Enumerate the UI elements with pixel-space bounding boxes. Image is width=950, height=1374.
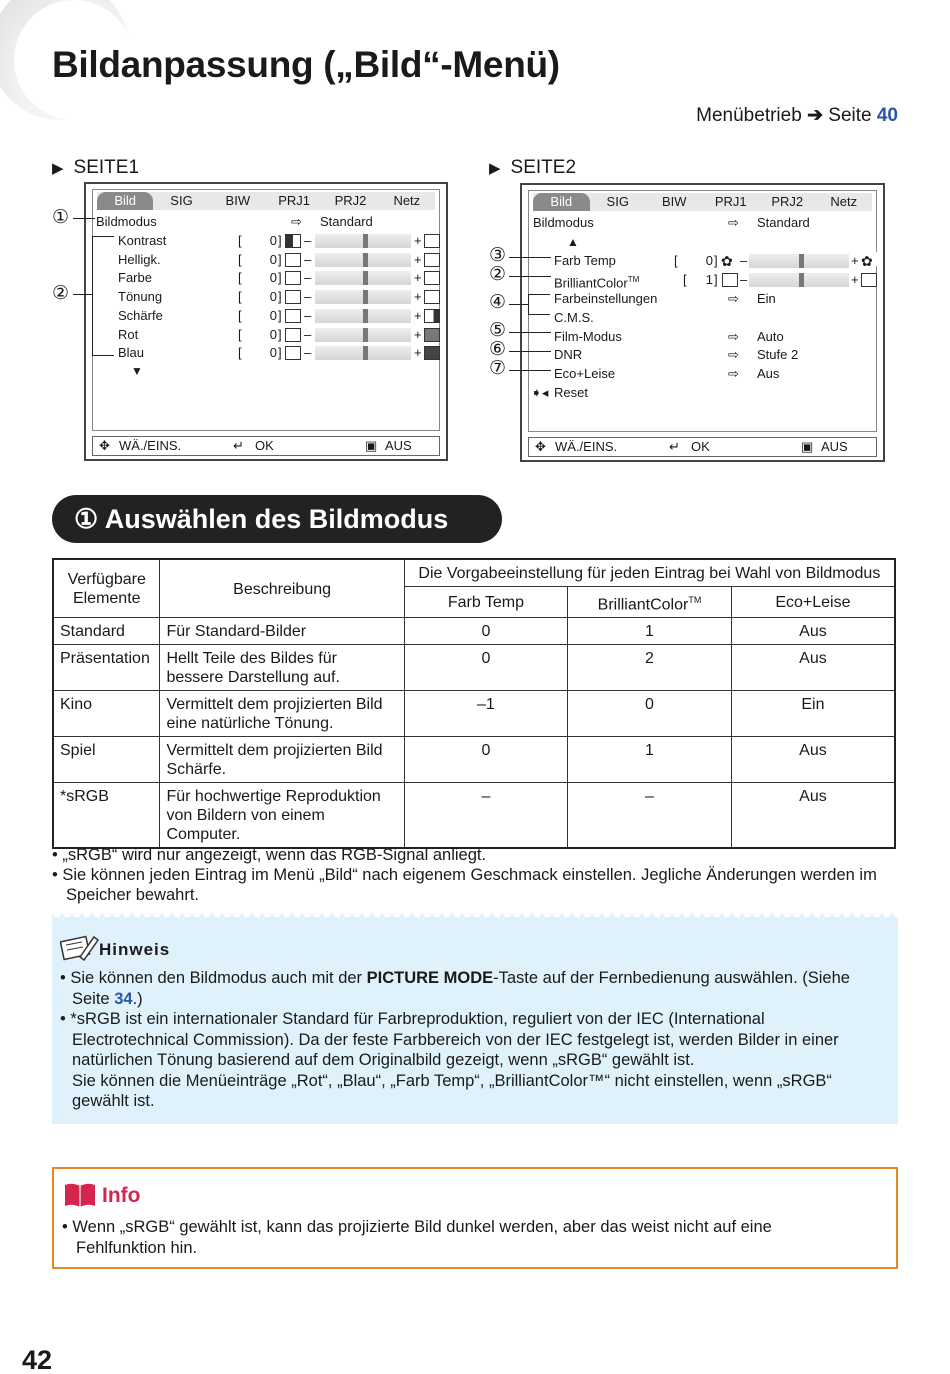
color-temp-icon: ✿ [721, 252, 737, 266]
bracket-close: ] [278, 326, 282, 342]
menu-row-eco-leise[interactable] [529, 365, 876, 383]
tab-prj1[interactable]: PRJ1 [714, 194, 747, 209]
menu-button-icon: ▣ [365, 438, 378, 453]
cell-eco: Aus [731, 783, 895, 849]
contrast-icon [424, 234, 440, 248]
move-arrows-icon: ✥ [99, 438, 110, 453]
cell-description: Vermittelt dem projizierten Bild Schärfe. [160, 737, 404, 783]
footer-off-label: AUS [821, 439, 848, 454]
menu-label: Rot [118, 326, 139, 342]
footer-ok-label: OK [691, 439, 710, 454]
minus-sign: – [304, 307, 312, 323]
plus-sign: + [851, 253, 859, 268]
tab-bild[interactable]: Bild [97, 192, 153, 210]
footer-select-label: WÄ./EINS. [119, 438, 182, 453]
farbtemp-slider[interactable] [749, 254, 849, 268]
select-arrow-icon: ⇨ [291, 214, 302, 229]
select-arrow-icon: ⇨ [728, 366, 739, 381]
callout-line [509, 304, 529, 305]
reset-arrows-icon: ➧◂ [531, 385, 549, 400]
cell-element: Präsentation [53, 645, 160, 691]
bracket-open: [ [238, 251, 242, 267]
page-number: 42 [22, 1345, 53, 1374]
menu-row-slider[interactable] [93, 232, 439, 250]
enter-icon: ↵ [233, 438, 244, 453]
callout-line [73, 294, 93, 295]
bracket-close: ] [278, 251, 282, 267]
menu-label: DNR [554, 347, 583, 362]
red-icon [424, 328, 440, 342]
menu-number: 0 [269, 233, 277, 248]
osd-page2-footer [528, 437, 877, 457]
menu-label: C.M.S. [554, 310, 594, 325]
brilliantcolor-icon [861, 273, 877, 287]
tab-bild[interactable]: Bild [533, 193, 590, 211]
menu-ref-page-word: Seite [828, 105, 872, 126]
bracket-close: ] [278, 289, 282, 305]
brightness-icon [285, 253, 301, 267]
plus-sign: + [414, 307, 422, 323]
plus-sign: + [414, 289, 422, 305]
bracket-line [92, 236, 93, 356]
menu-number: 0 [269, 270, 277, 286]
menu-label: Schärfe [118, 307, 163, 323]
plus-sign: + [414, 326, 422, 342]
menu-row-reset[interactable] [529, 384, 876, 402]
menu-label: Bildmodus [96, 214, 157, 229]
menu-row-slider[interactable] [93, 344, 439, 362]
menu-number: 0 [705, 253, 713, 268]
cell-eco: Aus [731, 645, 895, 691]
cell-brilliantcolor: – [568, 783, 732, 849]
callout-7: ⑦ [489, 358, 507, 379]
menu-row-farbeinstellungen[interactable] [529, 290, 876, 308]
header-description: Beschreibung [160, 559, 404, 618]
slider[interactable] [315, 346, 411, 360]
cell-description: Für Standard-Bilder [160, 618, 404, 645]
blue-icon [285, 346, 301, 360]
tab-sig[interactable]: SIG [606, 194, 629, 209]
osd-page2-tabs [533, 193, 872, 211]
cell-eco: Ein [731, 691, 895, 737]
bracket-open: [ [683, 272, 687, 287]
bracket-close: ] [278, 270, 282, 286]
menu-number: 0 [269, 289, 277, 305]
footer-off-label: AUS [385, 438, 412, 453]
callout-2b: ② [489, 264, 507, 285]
callout-line [509, 276, 551, 277]
menu-row-cms[interactable] [529, 309, 876, 327]
table-row [53, 783, 895, 849]
minus-sign: – [304, 345, 312, 361]
arrow-right-icon: ➔ [807, 105, 823, 126]
brightness-icon [424, 253, 440, 267]
callout-1: ① [52, 207, 70, 228]
menu-number: 0 [269, 326, 277, 342]
minus-sign: – [304, 270, 312, 286]
header-farbtemp: Farb Temp [404, 587, 567, 618]
bracket-line [528, 294, 529, 314]
callout-line [509, 257, 551, 258]
table-row [53, 737, 895, 783]
page1-label-wrap [52, 157, 139, 179]
minus-sign: – [304, 289, 312, 305]
tab-netz[interactable]: Netz [830, 194, 858, 209]
menu-label: Kontrast [118, 233, 167, 248]
bracket-open: [ [238, 289, 242, 305]
osd-page1 [84, 182, 448, 461]
bracket-open: [ [238, 326, 242, 342]
info-item: • Wenn „sRGB“ gewählt ist, kann das projizierte Bild dunkel werden, aber das weist nicht auf eine Fehlfunktion hin. [62, 1218, 772, 1257]
tab-prj1[interactable]: PRJ1 [278, 193, 311, 208]
callout-3: ③ [489, 245, 507, 266]
hint-item: Sie können die Menüeinträge „Rot“, „Blau“, „Farb Temp“, „BrilliantColor™“ nicht einstellen, wenn „sRGB“ gewählt ist. [72, 1071, 832, 1110]
tint-icon [424, 290, 440, 304]
menu-button-icon: ▣ [801, 439, 814, 454]
tab-netz[interactable]: Netz [393, 193, 421, 208]
select-arrow-icon: ⇨ [728, 347, 739, 362]
menu-label: Eco+Leise [554, 366, 616, 381]
color-icon [285, 271, 301, 285]
header-brilliantcolor: BrilliantColor™ [568, 587, 732, 618]
minus-sign: – [740, 272, 748, 287]
menu-row-slider[interactable] [93, 251, 439, 269]
footer-select-label: WÄ./EINS. [555, 439, 618, 454]
tab-biw[interactable]: BIW [225, 193, 251, 208]
slider[interactable] [315, 309, 411, 323]
cell-element: Standard [53, 618, 160, 645]
bracket-line [92, 355, 114, 356]
cell-element: Kino [53, 691, 160, 737]
select-arrow-icon: ⇨ [728, 329, 739, 344]
hint-item: • Sie können den Bildmodus auch mit der PICTURE MODE-Taste auf der Fernbedienung auswählen. (Siehe Seite 34.) [60, 969, 850, 1008]
menu-label: Tönung [118, 289, 163, 305]
table-row [53, 645, 895, 691]
cell-brilliantcolor: 0 [568, 691, 732, 737]
cell-element: *sRGB [53, 783, 160, 849]
contrast-icon [285, 234, 301, 248]
bracket-open: [ [238, 345, 242, 361]
slider[interactable] [315, 271, 411, 285]
menu-ref-page-link[interactable]: 40 [876, 105, 898, 126]
triangle-right-icon: ▶ [52, 160, 64, 177]
callout-line [509, 370, 551, 371]
bracket-close: ] [278, 307, 282, 323]
triangle-down-icon: ▼ [131, 364, 143, 378]
plus-sign: + [414, 251, 422, 267]
menu-label: BrilliantColor™ [554, 275, 640, 291]
hint-box [52, 913, 898, 1124]
move-arrows-icon: ✥ [535, 439, 546, 454]
callout-line [509, 351, 551, 352]
note-item: • Sie können jeden Eintrag im Menü „Bild“ nach eigenem Geschmack einstellen. Jegliche Änderungen werden im Speicher bewahrt. [52, 866, 877, 904]
section-heading [52, 495, 502, 543]
bracket-close: ] [278, 233, 282, 248]
cell-farbtemp: 0 [404, 737, 567, 783]
plus-sign: + [851, 272, 859, 287]
cell-description: Hellt Teile des Bildes für bessere Darstellung auf. [160, 645, 404, 691]
menu-value: Standard [320, 214, 373, 229]
callout-5: ⑤ [489, 320, 507, 341]
minus-sign: – [304, 326, 312, 342]
triangle-up-icon: ▲ [567, 235, 579, 249]
cell-description: Für hochwertige Reproduktion von Bildern von einem Computer. [160, 783, 404, 849]
menu-row-farbtemp[interactable] [529, 252, 876, 270]
bracket-open: [ [238, 270, 242, 286]
select-arrow-icon: ⇨ [728, 215, 739, 230]
section-title: Auswählen des Bildmodus [104, 504, 449, 534]
brilliantcolor-icon [722, 273, 738, 287]
tab-prj2[interactable]: PRJ2 [334, 193, 367, 208]
color-temp-icon: ✿ [861, 252, 877, 266]
osd-page2-inner [528, 190, 877, 432]
callout-line [509, 332, 551, 333]
footer-ok-label: OK [255, 438, 274, 453]
callout-line [73, 218, 95, 219]
bracket-open: [ [238, 233, 242, 248]
bracket-close: ] [278, 345, 282, 361]
menu-row-slider[interactable] [93, 326, 439, 344]
hint-title: Hinweis [99, 940, 171, 959]
cell-brilliantcolor: 1 [568, 618, 732, 645]
menu-value: Standard [757, 215, 810, 230]
page1-label: SEITE1 [73, 157, 140, 178]
pencil-note-icon [60, 931, 100, 961]
notes-list [52, 845, 902, 905]
cell-eco: Aus [731, 618, 895, 645]
slider[interactable] [315, 290, 411, 304]
bracket-open: [ [674, 253, 678, 268]
menu-label: Farbe [118, 270, 152, 286]
cell-brilliantcolor: 1 [568, 737, 732, 783]
bracket-close: ] [714, 253, 718, 268]
hint-body [60, 968, 880, 1112]
tab-biw[interactable]: BIW [661, 194, 687, 209]
hint-top-edge [52, 913, 898, 921]
section-number: ① [74, 504, 99, 534]
menu-row-brilliantcolor[interactable] [529, 271, 876, 289]
info-box [52, 1167, 898, 1269]
slider[interactable] [315, 234, 411, 248]
sharpness-icon [424, 309, 440, 323]
page-link-34[interactable]: 34 [114, 989, 133, 1008]
cell-farbtemp: 0 [404, 645, 567, 691]
menu-row-slider[interactable] [93, 288, 439, 306]
cell-description: Vermittelt dem projizierten Bild eine natürliche Tönung. [160, 691, 404, 737]
menu-ref-label: Menübetrieb [696, 105, 802, 126]
plus-sign: + [414, 345, 422, 361]
menu-label: Helligk. [118, 251, 161, 267]
callout-2: ② [52, 283, 70, 304]
menu-row-slider[interactable] [93, 307, 439, 325]
osd-page1-tabs [97, 192, 435, 210]
tab-sig[interactable]: SIG [170, 193, 193, 208]
table-row [53, 618, 895, 645]
header-elements: Verfügbare Elemente [53, 559, 160, 618]
minus-sign: – [304, 251, 312, 267]
cell-eco: Aus [731, 737, 895, 783]
bracket-line [92, 236, 114, 237]
brilliantcolor-slider[interactable] [749, 273, 849, 287]
bracket-line [528, 314, 550, 315]
callout-6: ⑥ [489, 339, 507, 360]
menu-row-bildmodus[interactable] [529, 214, 876, 232]
menu-value: Auto [757, 329, 784, 344]
color-icon [424, 271, 440, 285]
tint-icon [285, 290, 301, 304]
table-row [53, 691, 895, 737]
red-icon [285, 328, 301, 342]
menu-row-bildmodus[interactable] [93, 213, 439, 231]
page2-label: SEITE2 [510, 157, 577, 178]
osd-page1-inner [92, 189, 440, 431]
page2-label-wrap [489, 157, 576, 179]
plus-sign: + [414, 233, 422, 248]
cell-brilliantcolor: 2 [568, 645, 732, 691]
slider[interactable] [315, 328, 411, 342]
select-arrow-icon: ⇨ [728, 291, 739, 306]
cell-element: Spiel [53, 737, 160, 783]
menu-row-film-modus[interactable] [529, 328, 876, 346]
sharpness-icon [285, 309, 301, 323]
osd-page2 [520, 183, 885, 462]
menu-number: 0 [269, 251, 277, 267]
menu-row-dnr[interactable] [529, 346, 876, 364]
menu-value: Ein [757, 291, 776, 306]
menu-number: 0 [269, 345, 277, 361]
info-body [62, 1217, 862, 1258]
header-defaults: Die Vorgabeeinstellung für jeden Eintrag bei Wahl von Bildmodus [404, 559, 895, 587]
menu-label: Blau [118, 345, 145, 361]
hint-item: • *sRGB ist ein internationaler Standard für Farbreproduktion, reguliert von der IEC (International Electrotechnical Commission). Da der feste Farbbereich von der IEC festgelegt ist, werden Bilder in einer natürlichen Tönung basierend auf dem Originalbild gezeigt, wenn „sRGB“ gewählt ist. [60, 1010, 839, 1069]
menu-label: Farbeinstellungen [554, 291, 658, 306]
menu-label: Film-Modus [554, 329, 622, 344]
minus-sign: – [304, 233, 312, 248]
menu-reference [696, 104, 898, 127]
menu-label: Bildmodus [533, 215, 594, 230]
picture-mode-table [52, 558, 896, 849]
slider[interactable] [315, 253, 411, 267]
bracket-close: ] [714, 272, 718, 287]
menu-number: 0 [269, 307, 277, 323]
header-eco: Eco+Leise [731, 587, 895, 618]
menu-label: Reset [554, 385, 588, 400]
osd-page1-footer [92, 436, 440, 456]
plus-sign: + [414, 270, 422, 286]
book-icon [63, 1181, 97, 1209]
triangle-right-icon: ▶ [489, 160, 501, 177]
menu-label: Farb Temp [554, 253, 616, 268]
cell-farbtemp: –1 [404, 691, 567, 737]
bracket-open: [ [238, 307, 242, 323]
bracket-line [528, 294, 550, 295]
cell-farbtemp: – [404, 783, 567, 849]
cell-farbtemp: 0 [404, 618, 567, 645]
tab-prj2[interactable]: PRJ2 [771, 194, 804, 209]
menu-value: Aus [757, 366, 780, 381]
minus-sign: – [740, 253, 748, 268]
blue-icon [424, 346, 440, 360]
enter-icon: ↵ [669, 439, 680, 454]
callout-4: ④ [489, 292, 507, 313]
menu-number: 1 [705, 272, 713, 287]
menu-row-slider[interactable] [93, 269, 439, 287]
info-title: Info [102, 1184, 141, 1207]
note-item: • „sRGB“ wird nur angezeigt, wenn das RGB-Signal anliegt. [52, 846, 487, 864]
page-title: Bildanpassung („Bild“-Menü) [52, 44, 560, 85]
menu-value: Stufe 2 [757, 347, 799, 362]
